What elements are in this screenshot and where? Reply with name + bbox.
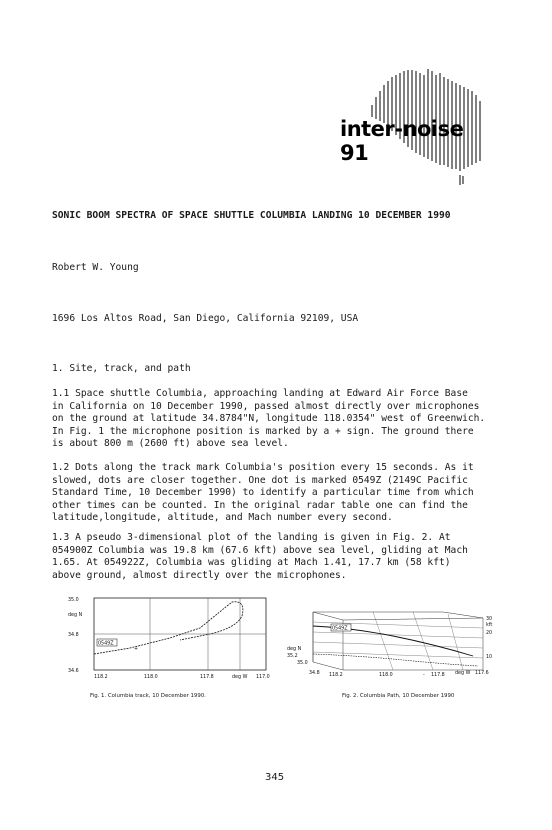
text-line: 1.3 A pseudo 3-dimensional plot of the landing is given in Fig. 2. At — [52, 532, 451, 543]
section-heading: 1. Site, track, and path — [52, 363, 191, 374]
gridline — [448, 614, 463, 670]
text-line: latitude,longitude, altitude, and Mach number every second. — [52, 512, 393, 524]
text-line: 054900Z Columbia was 19.8 km (67.6 kft) above sea level, gliding at Mach — [52, 544, 468, 556]
left-axis-label: 35.0 — [297, 661, 308, 666]
text-line: 1.2 Dots along the track mark Columbia's position every 15 seconds. As it — [52, 462, 474, 473]
box-outline — [313, 612, 483, 670]
left-axis-label: 35.2 — [287, 654, 298, 659]
logo-wordmark: inter-noise 91 — [340, 117, 464, 165]
left-axis-label: 34.8 — [309, 671, 320, 676]
text-line: In Fig. 1 the microphone position is marked by a + sign. The ground there — [52, 425, 474, 437]
text-line: other times can be counted. In the original radar table one can find the — [52, 499, 468, 511]
paragraph-1-2 — [52, 462, 474, 525]
x-tick-label: 117.8 — [431, 673, 445, 678]
left-axis-label: deg N — [287, 647, 302, 652]
marker-label: 0549Z — [332, 626, 348, 632]
x-tick-label: 118.0 — [379, 673, 393, 678]
figure-2-plot — [283, 590, 498, 690]
gridline — [373, 612, 393, 670]
y-tick-label: 35.0 — [68, 598, 79, 603]
figure-2-caption: Fig. 2. Columbia Path, 10 December 1990 — [342, 693, 455, 699]
marker-label: 0549Z — [98, 641, 114, 647]
y-tick-label: 34.8 — [68, 633, 79, 638]
box-edge — [343, 618, 483, 620]
x-unit-label: deg W — [455, 671, 471, 676]
figure-2 — [283, 590, 498, 690]
text-line: 1.65. At 054922Z, Columbia was gliding at Mach 1.41, 17.7 km (58 kft) — [52, 557, 451, 569]
text-line: slowed, dots are closer together. One dot is marked 0549Z (2149C Pacific — [52, 474, 468, 486]
y-unit-label: deg N — [68, 613, 83, 618]
x-unit-label: deg W — [232, 675, 248, 680]
x-tick-label: 118.0 — [144, 675, 158, 680]
x-tick-label: 117.0 — [256, 675, 270, 680]
mic-mark: + — [134, 647, 139, 652]
figure-1-caption: Fig. 1. Columbia track, 10 December 1990. — [90, 693, 206, 699]
text-line: on the ground at latitude 34.8784"N, longitude 118.0354" west of Greenwich. — [52, 413, 486, 425]
x-tick-label: 117.6 — [475, 671, 489, 676]
text-line: is about 800 m (2600 ft) above sea level. — [52, 438, 289, 450]
text-line: in California on 10 December 1990, passed almost directly over microphones — [52, 400, 480, 412]
right-axis-label: 10 — [486, 655, 493, 660]
conference-logo — [330, 65, 490, 190]
figure-1 — [60, 590, 275, 690]
x-tick-label: 117.8 — [200, 675, 214, 680]
right-axis-label: 20 — [486, 631, 493, 636]
ground-track — [313, 654, 478, 666]
text-line: above ground, almost directly over the microphones. — [52, 569, 347, 581]
author-name: Robert W. Young — [52, 262, 139, 273]
figure-1-plot — [60, 590, 275, 690]
paragraph-1-1 — [52, 388, 485, 451]
z-axis-label: - — [423, 673, 425, 678]
right-axis-label: 30 — [486, 617, 493, 622]
page-number: 345 — [265, 772, 285, 783]
gridline — [313, 642, 483, 648]
y-tick-label: 34.6 — [68, 669, 79, 674]
author-address: 1696 Los Altos Road, San Diego, California 92109, USA — [52, 313, 359, 324]
box-edge — [313, 612, 343, 620]
paper-title: SONIC BOOM SPECTRA OF SPACE SHUTTLE COLUMBIA LANDING 10 DECEMBER 1990 — [52, 210, 451, 221]
text-line: Standard Time, 10 December 1990) to identify a particular time from which — [52, 487, 474, 499]
x-tick-label: 118.2 — [329, 673, 343, 678]
x-tick-label: 118.2 — [94, 675, 108, 680]
text-line: 1.1 Space shuttle Columbia, approaching landing at Edward Air Force Base — [52, 388, 468, 399]
paragraph-1-3 — [52, 532, 468, 582]
right-axis-label: kft — [486, 623, 493, 628]
